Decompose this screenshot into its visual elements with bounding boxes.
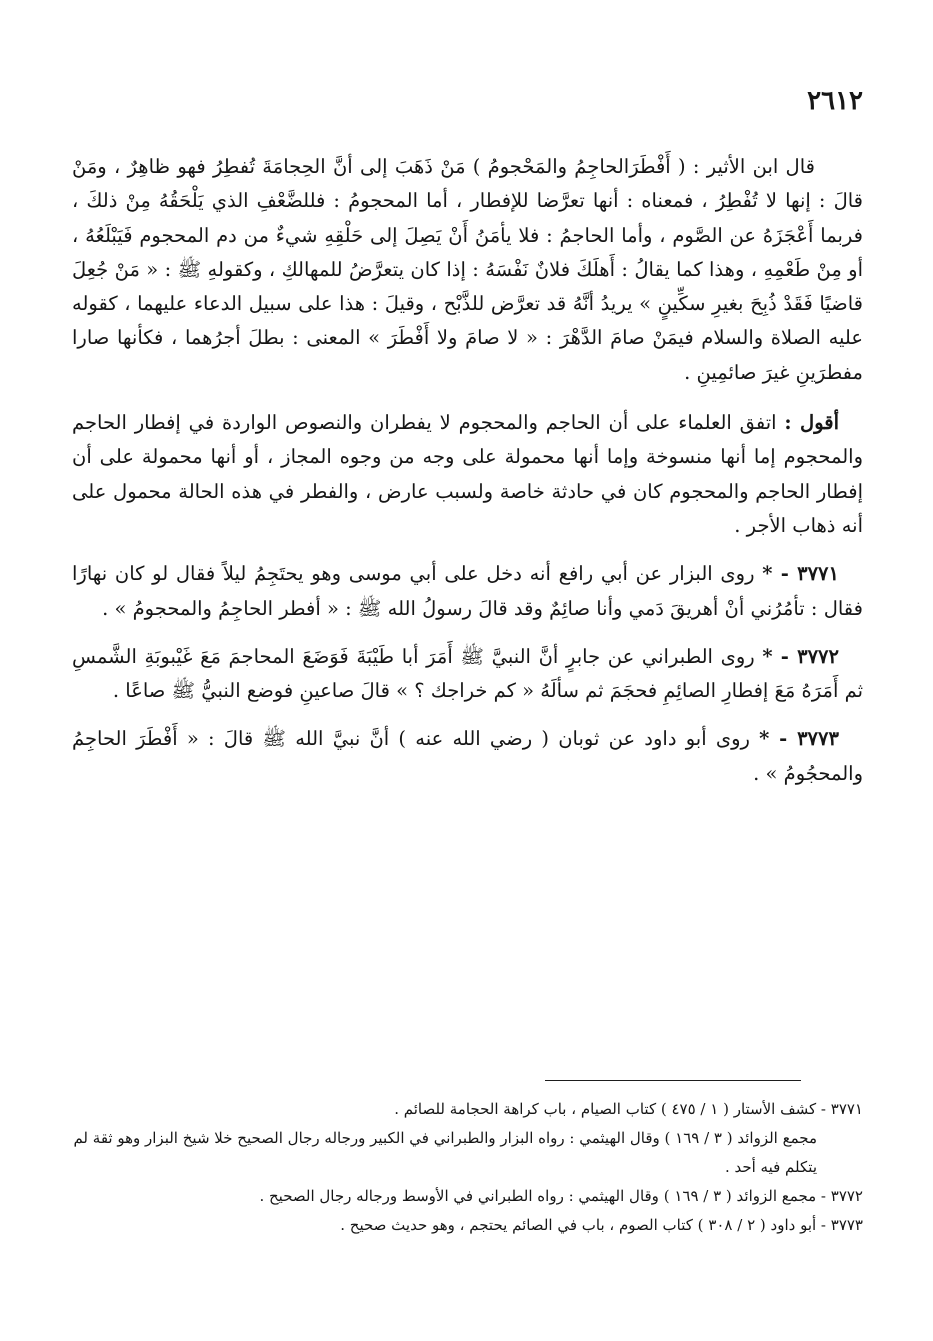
footnote-divider	[545, 1080, 801, 1081]
hadith-3771	[72, 557, 863, 626]
footnote-3772: ٣٧٧٢ - مجمع الزوائد ( ٣ / ١٦٩ ) وقال الهيثمي : رواه الطبراني في الأوسط ورجاله رجال الصحيح .	[259, 1187, 863, 1205]
hadith-3772	[72, 640, 863, 709]
main-text	[72, 150, 863, 791]
author-comment-paragraph	[72, 406, 863, 543]
hadith-text: روى الطبراني عن جابرٍ أنَّ النبيَّ ﷺ أَمَرَ أبا طَيْبَةَ فَوَضَعَ المحاجمَ مَعَ غَيْبوبَةِ الشَّمسِ ثم أَمَرَهُ مَعَ إفطارِ الصائِمِ فحجَمَ ثم سألَهُ « كم خراجك ؟ » قالَ صاعينِ فوضع النبيُّ ﷺ صاعًا .	[72, 644, 863, 703]
hadith-text: روى أبو داود عن ثوبان ( رضي الله عنه ) أنَّ نبيَّ الله ﷺ قالَ : « أَفْطَرَ الحاجِمُ والمحجُومُ » .	[72, 727, 863, 785]
hadith-number: ٣٧٧٢ - *	[762, 644, 839, 668]
author-comment-label: أقول :	[784, 411, 840, 435]
hadith-number: ٣٧٧١ - *	[762, 562, 839, 586]
hadith-3773	[72, 722, 863, 791]
footnote-3773: ٣٧٧٣ - أبو داود ( ٢ / ٣٠٨ ) كتاب الصوم ، باب في الصائم يحتجم ، وهو حديث صحيح .	[340, 1216, 863, 1234]
hadith-text: روى البزار عن أبي رافع أنه دخل على أبي موسى وهو يحتَجِمُ ليلاً فقال لو كان نهارًا فقال : تأمُرُني أنْ أهريقَ دَمي وأنا صائِمٌ وقد قالَ رسولُ الله ﷺ : « أفطر الحاجِمُ والمحجومُ » .	[72, 562, 863, 620]
footnotes	[72, 1095, 863, 1240]
hadith-number: ٣٧٧٣ - *	[759, 727, 839, 751]
commentary-paragraph: قال ابن الأثير : ( أَفْطَرَالحاجِمُ والمَحْجومُ ) مَنْ ذَهَبَ إلى أنَّ الحِجامَةَ تُفطِرُ فهو ظاهِرٌ ، ومَنْ قالَ : إنها لا تُفْطِرُ ، فمعناه : أنها تعرَّضا للإفطار ، أما المحجومُ : فللضَّعْفِ الذي يَلْحَقُهُ مِنْ ذلكَ ، فربما أَعْجَزَهُ عن الصَّوم ، وأما الحاجمُ : فلا يأمَنُ أَنْ يَصِلَ إلى حَلْقِهِ شيءٌ من دم المحجوم فَيَبْلَعُهُ ، أو مِنْ طَعْمِهِ ، وهذا كما يقالُ : أَهلَكَ فلانٌ نَفْسَهُ : إذا كان يتعرَّضُ للمهالكِ ، وكقولهِ ﷺ : « مَنْ جُعِلَ قاضيًا فَقَدْ ذُبِحَ بغيرِ سكِّينٍ » يريدُ أنَّهُ قد تعرَّض للذَّبْح ، وقيلَ : هذا على سبيل الدعاء عليهما ، كقوله عليه الصلاة والسلام فيمَنْ صامَ الدَّهْرَ : « لا صامَ ولا أَفْطَرَ » المعنى : بطلَ أجرُهما ، فكأنها صارا مفطرَينِ غيرَ صائمِينِ .	[72, 155, 863, 384]
author-comment-text: اتفق العلماء على أن الحاجم والمحجوم لا يفطران والنصوص الواردة في إفطار الحاجم والمحجوم إما أنها منسوخة وإما أنها محمولة على وجه من وجوه المجاز ، أو أنها محمولة على أن إفطار الحاجم والمحجوم كان في حادثة خاصة ولسبب عارض ، والفطر في هذه الحالة محمول على أنه ذهاب الأجر .	[72, 411, 863, 537]
footnote-3771-cont: مجمع الزوائد ( ٣ / ١٦٩ ) وقال الهيثمي : رواه البزار والطبراني في الكبير ورجاله رجال الصحيح خلا شيخ البزار وهو ثقة لم يتكلم فيه أحد .	[73, 1129, 817, 1176]
footnote-3771: ٣٧٧١ - كشف الأستار ( ١ / ٤٧٥ ) كتاب الصيام ، باب كراهة الحجامة للصائم .	[394, 1100, 863, 1118]
page-number: ٢٦١٢	[807, 86, 863, 116]
